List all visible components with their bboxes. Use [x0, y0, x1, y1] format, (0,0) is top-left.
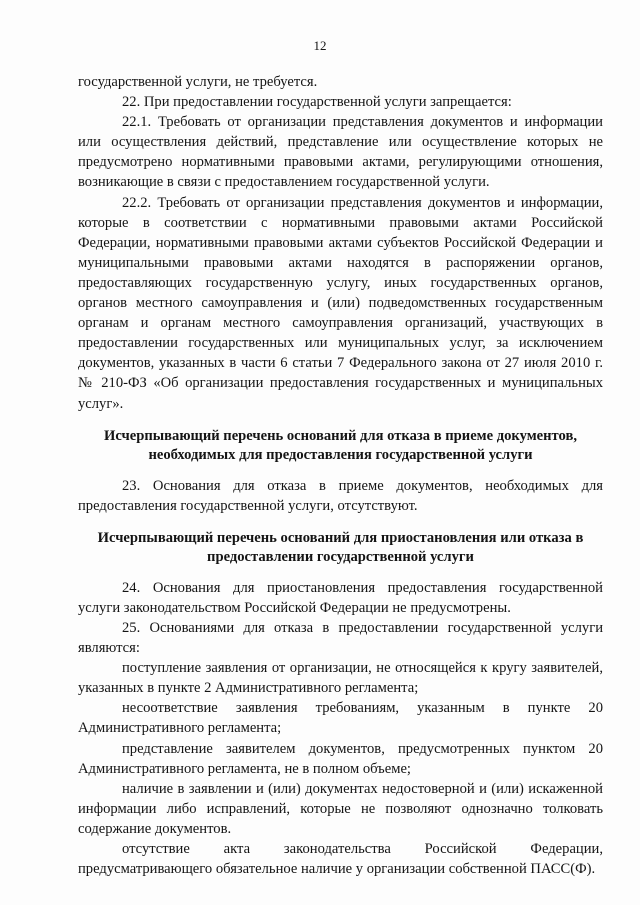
- paragraph-24: 24. Основания для приостановления предоставления государственной услуги законодательством Российской Федерации не предусмотрены.: [78, 579, 603, 616]
- refusal-ground-item: представление заявителем документов, предусмотренных пунктом 20 Административного регламента, не в полном объеме;: [78, 740, 603, 777]
- refusal-ground-item: несоответствие заявления требованиям, указанным в пункте 20 Административного регламента;: [78, 700, 603, 737]
- heading-line: Исчерпывающий перечень оснований для отказа в приеме документов,: [104, 427, 577, 444]
- document-body: [78, 72, 603, 879]
- paragraph-22: 22. При предоставлении государственной услуги запрещается:: [122, 94, 512, 111]
- paragraph-25: 25. Основаниями для отказа в предоставлении государственной услуги являются:: [78, 619, 603, 657]
- section-heading-refusal-acceptance: [78, 427, 603, 465]
- refusal-ground-item: поступление заявления от организации, не относящейся к кругу заявителей, указанных в пункте 2 Административного регламента;: [78, 660, 603, 697]
- page-number: 12: [313, 38, 327, 53]
- refusal-ground-item: отсутствие акта законодательства Российской Федерации, предусматривающего обязательное наличие у организации собственной ПАСС(Ф).: [78, 841, 603, 878]
- refusal-ground-item: наличие в заявлении и (или) документах недостоверной и (или) искаженной информации либо исправлений, которые не позволяют однозначно толковать содержание документов.: [78, 780, 603, 837]
- paragraph-22-2: 22.2. Требовать от организации представления документов и информации, которые в соответствии с нормативными правовыми актами Российской Федерации, нормативными правовыми актами субъектов Российской Федерации и муниципальными правовыми актами находятся в распоряжении органов, предоставляющих государственную услугу, иных государственных органов, органов местного самоуправления и (или) подведомственных государственным органам и органам местного самоуправления организаций, участвующих в предоставлении государственных или муниципальных услуг, за исключением документов, указанных в части 6 статьи 7 Федерального закона от 27 июля 2010 г. № 210-ФЗ «Об организации предоставления государственных и муниципальных услуг».: [78, 194, 603, 412]
- paragraph-continuation: государственной услуги, не требуется.: [78, 74, 318, 90]
- paragraph-23: 23. Основания для отказа в приеме документов, необходимых для предоставления государственной услуги, отсутствуют.: [78, 477, 603, 514]
- heading-line: Исчерпывающий перечень оснований для приостановления или отказа в: [97, 529, 584, 546]
- section-heading-suspension-refusal: [78, 529, 603, 567]
- heading-line: необходимых для предоставления государственной услуги: [148, 446, 533, 463]
- paragraph-22-1: 22.1. Требовать от организации представления документов и информации или осуществления действий, представление или осуществление которых не предусмотрено нормативными правовыми актами, регулирующими отношения, возникающие в связи с предоставлением государственной услуги.: [78, 114, 603, 191]
- heading-line: предоставлении государственной услуги: [207, 548, 474, 565]
